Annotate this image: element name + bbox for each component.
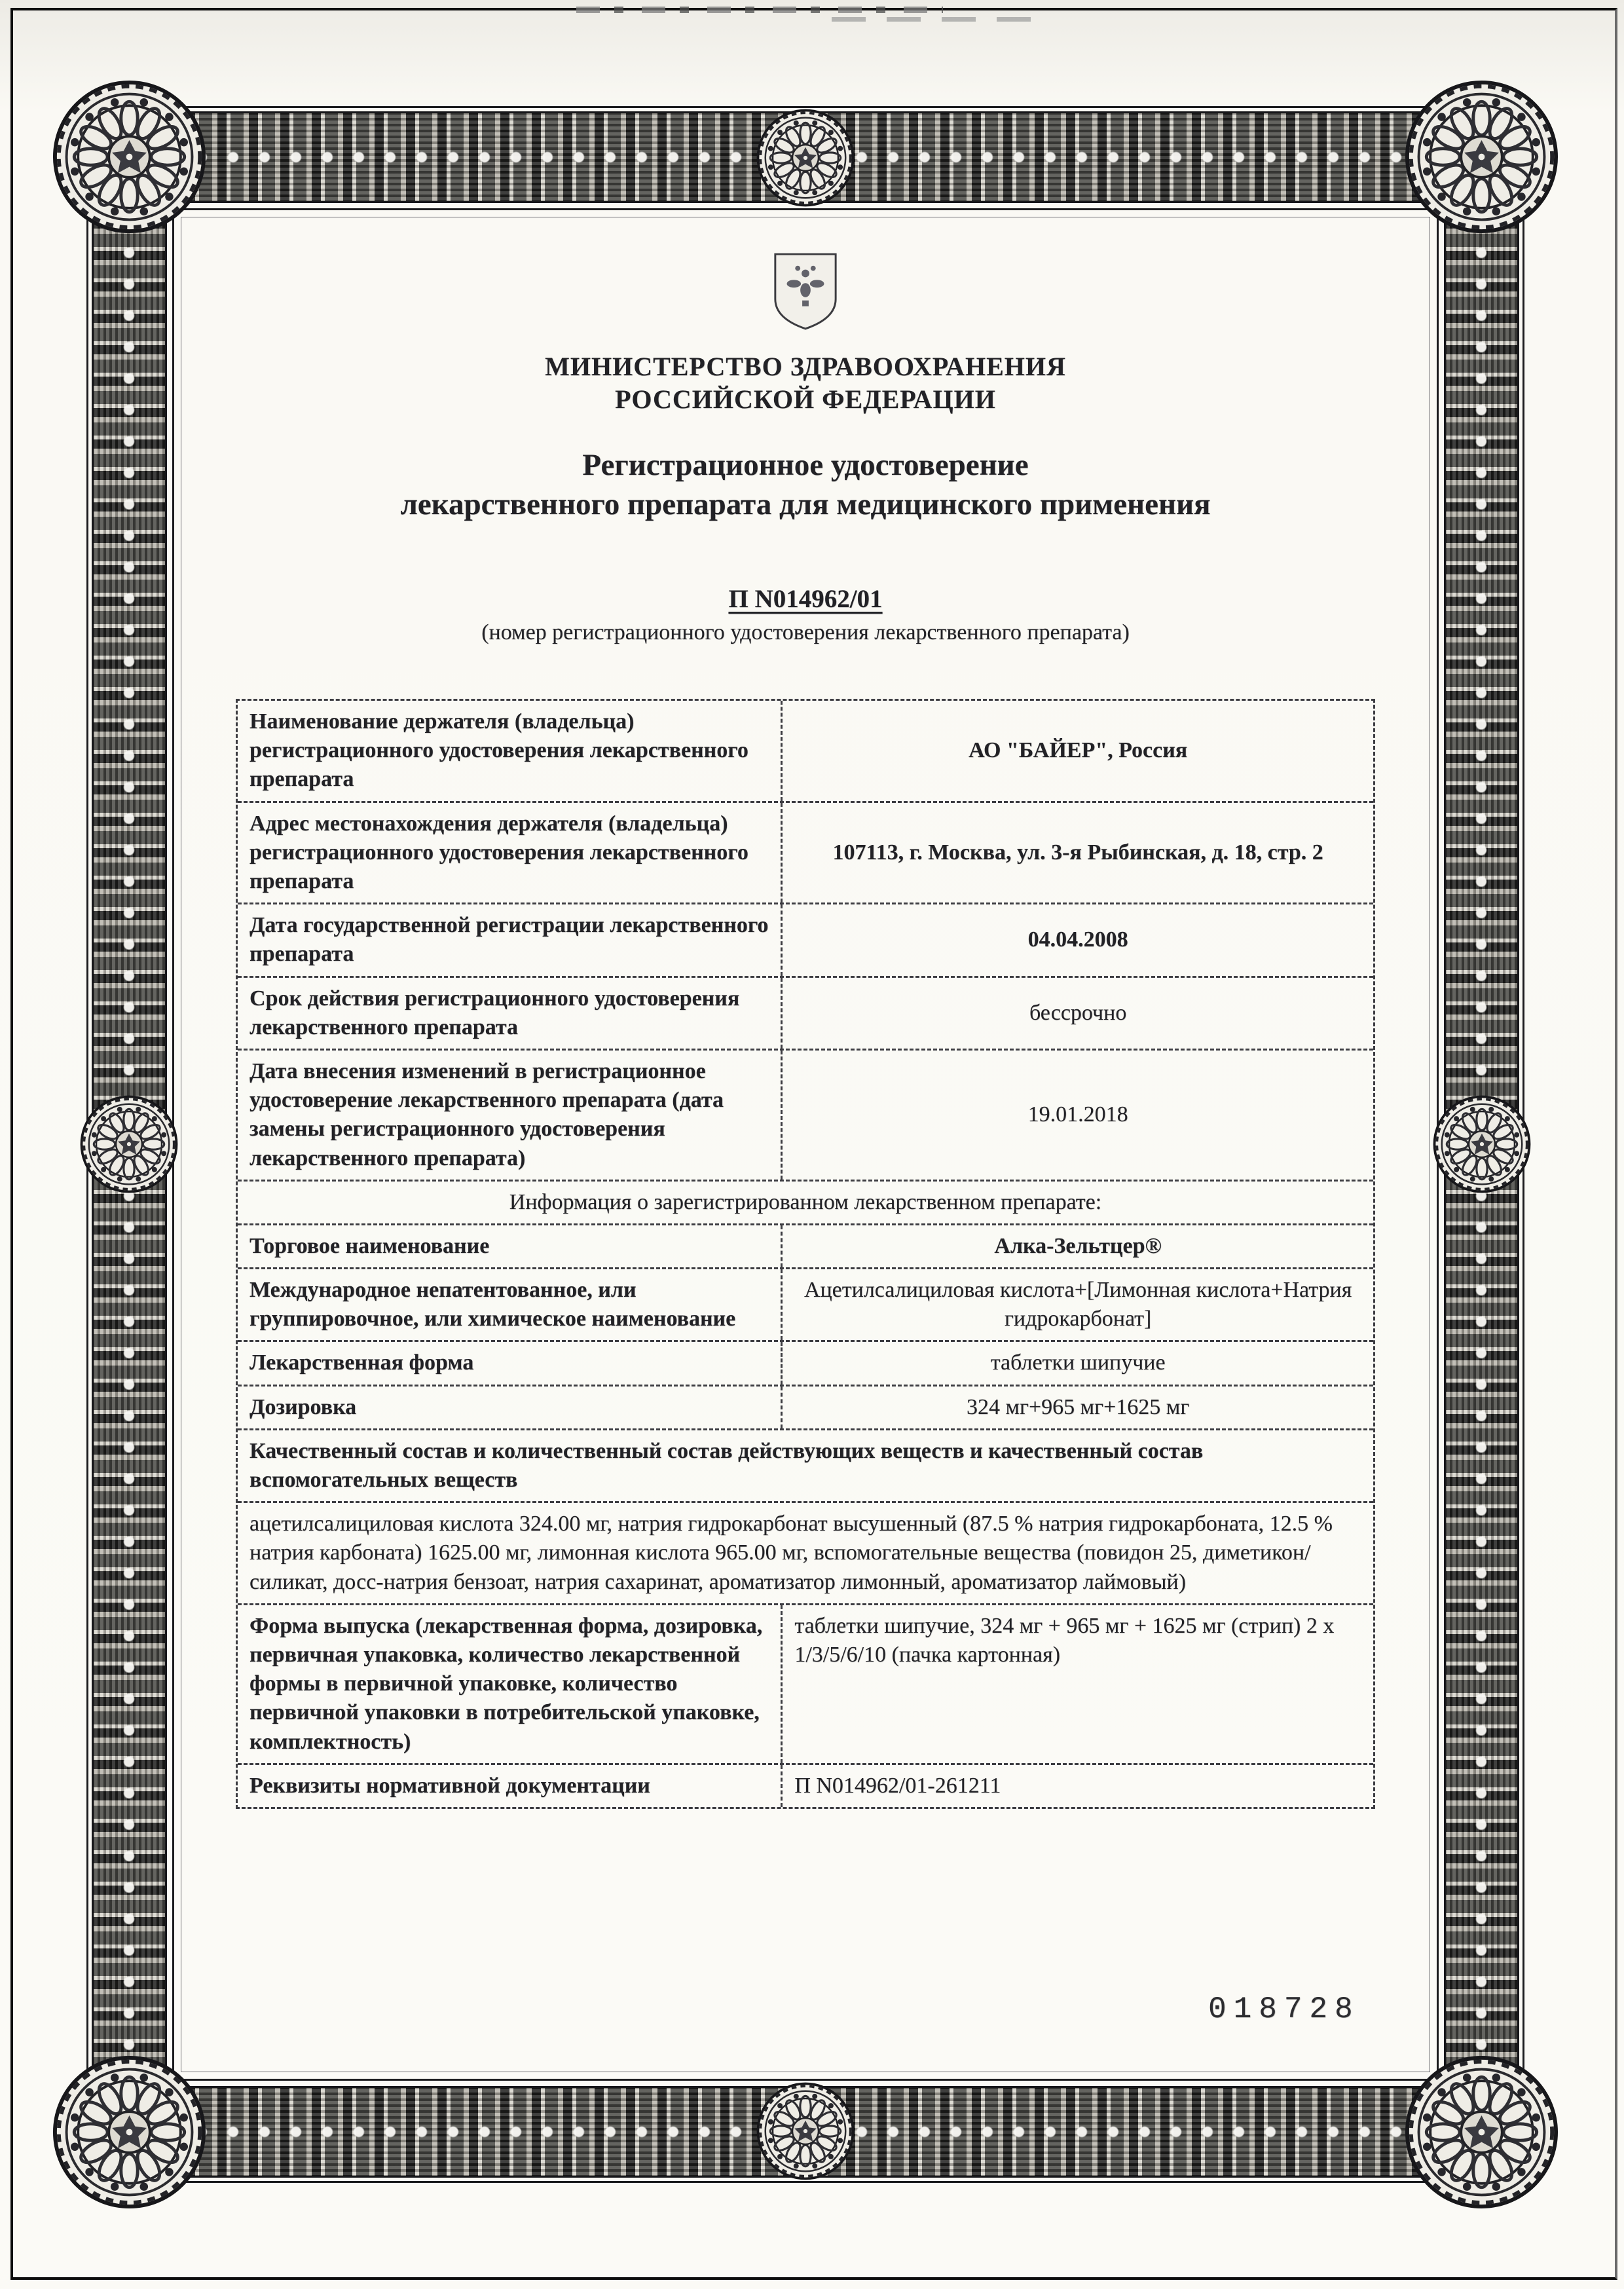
row-value: 324 мг+965 мг+1625 мг xyxy=(967,1394,1190,1419)
corner-rosette-icon xyxy=(1405,2055,1559,2209)
row-value: 107113, г. Москва, ул. 3-я Рыбинская, д. 18, стр. 2 xyxy=(832,840,1323,865)
table-row xyxy=(238,978,1373,1051)
row-label: Дозировка xyxy=(238,1386,783,1428)
document-title-line2: лекарственного препарата для медицинского применения xyxy=(400,487,1211,521)
coat-of-arms-icon xyxy=(236,250,1375,336)
row-label: Форма выпуска (лекарственная форма, дозировка, первичная упаковка, количество лекарственной формы в первичной упаковке, количество первичной упаковки в потребительской упаковке, комплектность) xyxy=(238,1605,783,1763)
row-label: Срок действия регистрационного удостоверения лекарственного препарата xyxy=(238,978,783,1049)
table-section-header xyxy=(238,1182,1373,1225)
table-row xyxy=(238,1386,1373,1430)
row-value: таблетки шипучие, 324 мг + 965 мг + 1625 мг (стрип) 2 х 1/3/5/6/10 (пачка картонная) xyxy=(794,1613,1335,1667)
ministry-name-line2: РОССИЙСКОЙ ФЕДЕРАЦИИ xyxy=(615,384,996,415)
corner-rosette-icon xyxy=(52,80,206,234)
row-label: Адрес местонахождения держателя (владельца) регистрационного удостоверения лекарственного препарата xyxy=(238,803,783,903)
corner-rosette-icon xyxy=(52,2055,206,2209)
table-row xyxy=(238,1225,1373,1269)
edge-medallion-icon xyxy=(756,2082,855,2180)
table-row xyxy=(238,1342,1373,1386)
table-row-full xyxy=(238,1430,1373,1503)
row-value: таблетки шипучие xyxy=(990,1350,1166,1375)
row-value: 19.01.2018 xyxy=(1027,1102,1128,1127)
row-value: 04.04.2008 xyxy=(1027,927,1128,952)
row-value: Алка-Зельтцер® xyxy=(994,1233,1162,1258)
row-label: Наименование держателя (владельца) регистрационного удостоверения лекарственного препарата xyxy=(238,701,783,801)
table-row xyxy=(238,803,1373,905)
registration-number: П N014962/01 xyxy=(728,585,883,614)
table-row xyxy=(238,701,1373,803)
row-value: бессрочно xyxy=(1029,1000,1127,1025)
details-table xyxy=(236,699,1375,1809)
row-label: Лекарственная форма xyxy=(238,1342,783,1384)
row-value: АО "БАЙЕР", Россия xyxy=(969,738,1188,763)
row-label: Реквизиты нормативной документации xyxy=(238,1765,783,1807)
table-row-full xyxy=(238,1503,1373,1605)
table-row xyxy=(238,904,1373,977)
serial-number: 018728 xyxy=(1208,1992,1360,2026)
row-label: Дата внесения изменений в регистрационное удостоверение лекарственного препарата (дата замены регистрационного удостоверения лекарственного препарата) xyxy=(238,1051,783,1180)
scan-artifact xyxy=(832,17,1048,22)
row-label: Торговое наименование xyxy=(238,1225,783,1267)
edge-medallion-icon xyxy=(1433,1095,1531,1193)
table-row xyxy=(238,1269,1373,1342)
section-header-text: Информация о зарегистрированном лекарственном препарате: xyxy=(509,1189,1102,1214)
document-title xyxy=(236,445,1375,524)
table-row xyxy=(238,1051,1373,1182)
document-content xyxy=(236,250,1375,1809)
composition-text: ацетилсалициловая кислота 324.00 мг, натрия гидрокарбонат высушенный (87.5 % натрия гидрокарбоната, 12.5 % натрия карбоната) 1625.00 мг, лимонная кислота 965.00 мг, вспомогательные вещества (повидон 25, диметикон/силикат, досс-натрия бензоат, натрия сахаринат, ароматизатор лимонный, ароматизатор лаймовый) xyxy=(249,1512,1333,1594)
edge-medallion-icon xyxy=(756,109,855,207)
document-title-line1: Регистрационное удостоверение xyxy=(582,447,1029,482)
table-row xyxy=(238,1765,1373,1807)
ministry-name-line1: МИНИСТЕРСТВО ЗДРАВООХРАНЕНИЯ xyxy=(545,352,1066,381)
corner-rosette-icon xyxy=(1405,80,1559,234)
registration-number-caption: (номер регистрационного удостоверения лекарственного препарата) xyxy=(481,620,1130,645)
table-row xyxy=(238,1605,1373,1765)
row-label: Дата государственной регистрации лекарственного препарата xyxy=(238,904,783,975)
row-value: Ацетилсалициловая кислота+[Лимонная кислота+Натрия гидрокарбонат] xyxy=(803,1278,1352,1331)
scan-artifact xyxy=(576,7,943,13)
composition-heading: Качественный состав и количественный состав действующих веществ и качественный состав вспомогательных веществ xyxy=(249,1438,1204,1493)
ministry-name xyxy=(236,350,1375,417)
row-label: Международное непатентованное, или группировочное, или химическое наименование xyxy=(238,1269,783,1340)
row-value: П N014962/01-261211 xyxy=(794,1773,1001,1798)
edge-medallion-icon xyxy=(80,1095,178,1193)
